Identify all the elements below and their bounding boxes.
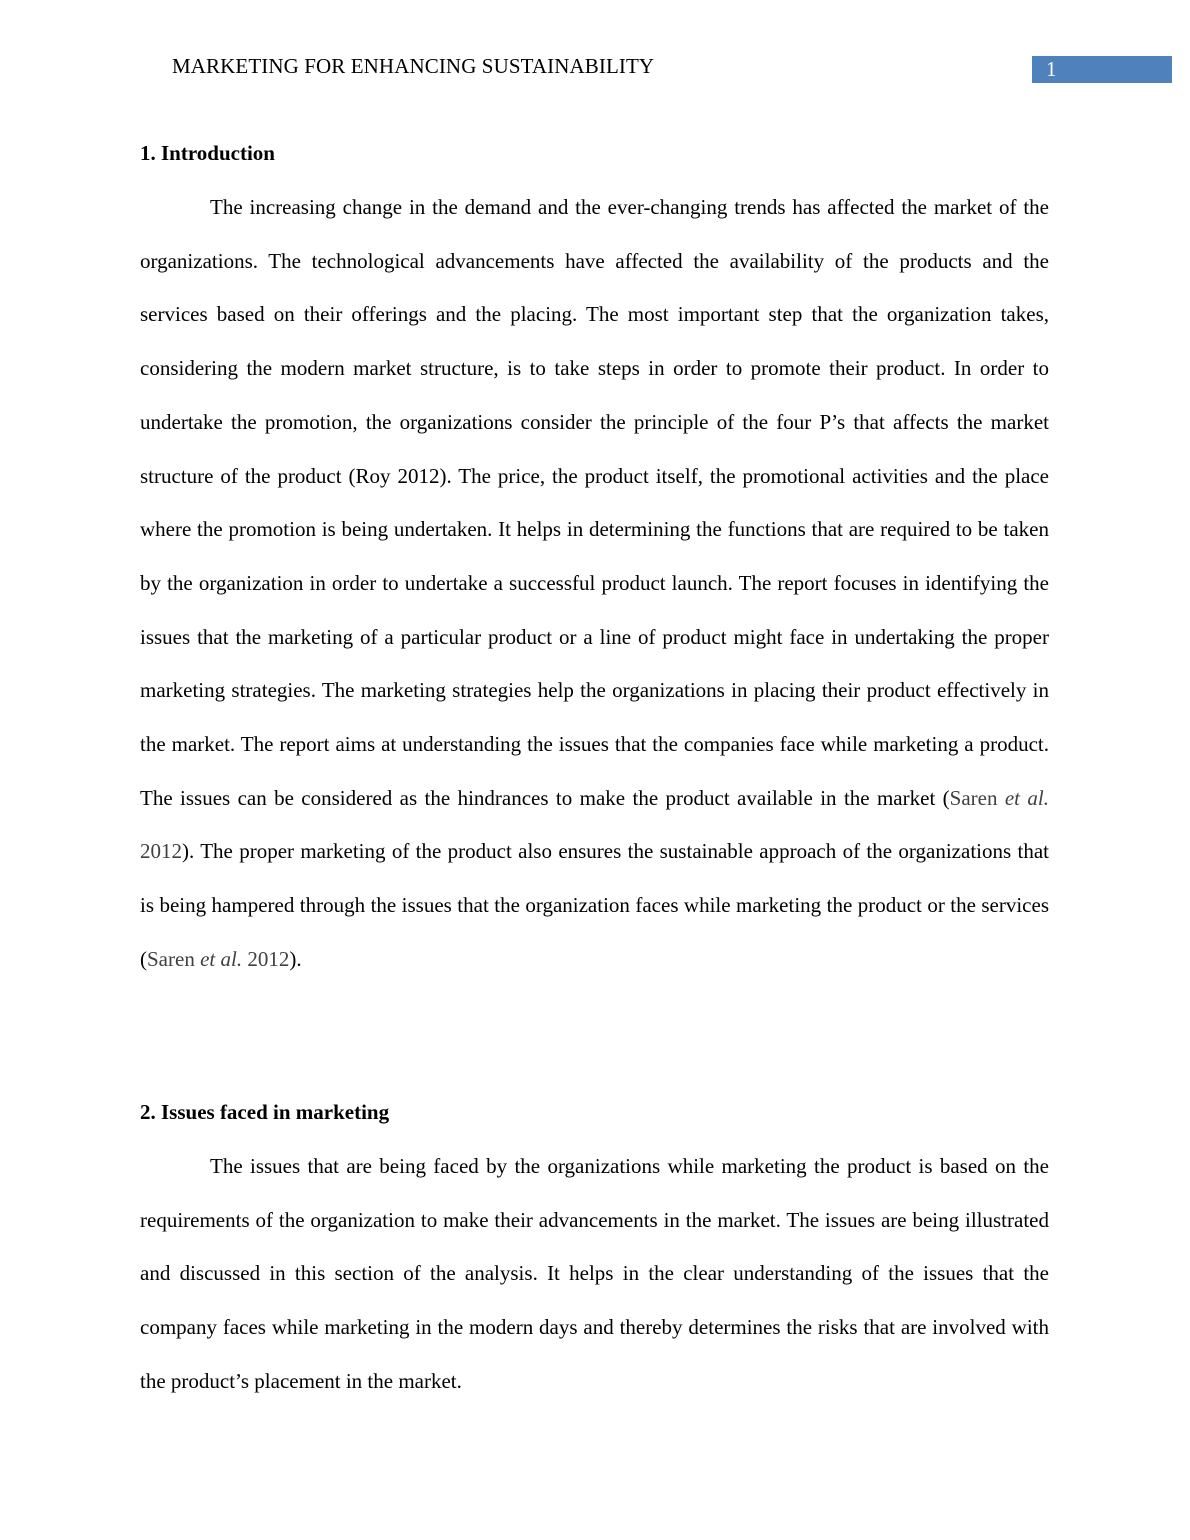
citation-saren-2: Saren et al. 2012	[147, 946, 290, 971]
introduction-text-part2: ). The proper marketing of the product also ensures the sustainable approach of the organizations that is being hampered through the issues that the organization faces while marketing the product or the services (	[140, 839, 1049, 971]
introduction-text-part3: ).	[289, 946, 302, 971]
section-heading-issues: 2. Issues faced in marketing	[140, 1100, 390, 1124]
issues-paragraph: The issues that are being faced by the organizations while marketing the product is based on the requirements of the organization to make their advancements in the market. The issues are being illustrated and discussed in this section of the analysis. It helps in the clear understanding of the issues that the company faces while marketing in the modern days and thereby determines the risks that are involved with the product’s placement in the market.	[140, 1154, 1049, 1393]
page-number-badge	[1032, 56, 1172, 83]
introduction-text-part1: The increasing change in the demand and the ever-changing trends has affected the market of the organizations. The technological advancements have affected the availability of the products and the services based on their offerings and the placing. The most important step that the organization takes, considering the modern market structure, is to take steps in order to promote their product. In order to undertake the promotion, the organizations consider the principle of the four P’s that affects the market structure of the product (Roy 2012). The price, the product itself, the promotional activities and the place where the promotion is being undertaken. It helps in determining the functions that are required to be taken by the organization in order to undertake a successful product launch. The report focuses in identifying the issues that the marketing of a particular product or a line of product might face in undertaking the proper marketing strategies. The marketing strategies help the organizations in placing their product effectively in the market. The report aims at understanding the issues that the companies face while marketing a product. The issues can be considered as the hindrances to make the product available in the market (	[140, 195, 1049, 810]
page-number: 1	[1046, 57, 1057, 81]
introduction-paragraph	[140, 181, 1049, 987]
running-header-title: MARKETING FOR ENHANCING SUSTAINABILITY	[172, 54, 655, 78]
section-heading-introduction: 1. Introduction	[140, 141, 275, 165]
citation-saren-1: Saren et al. 2012	[140, 785, 1049, 864]
